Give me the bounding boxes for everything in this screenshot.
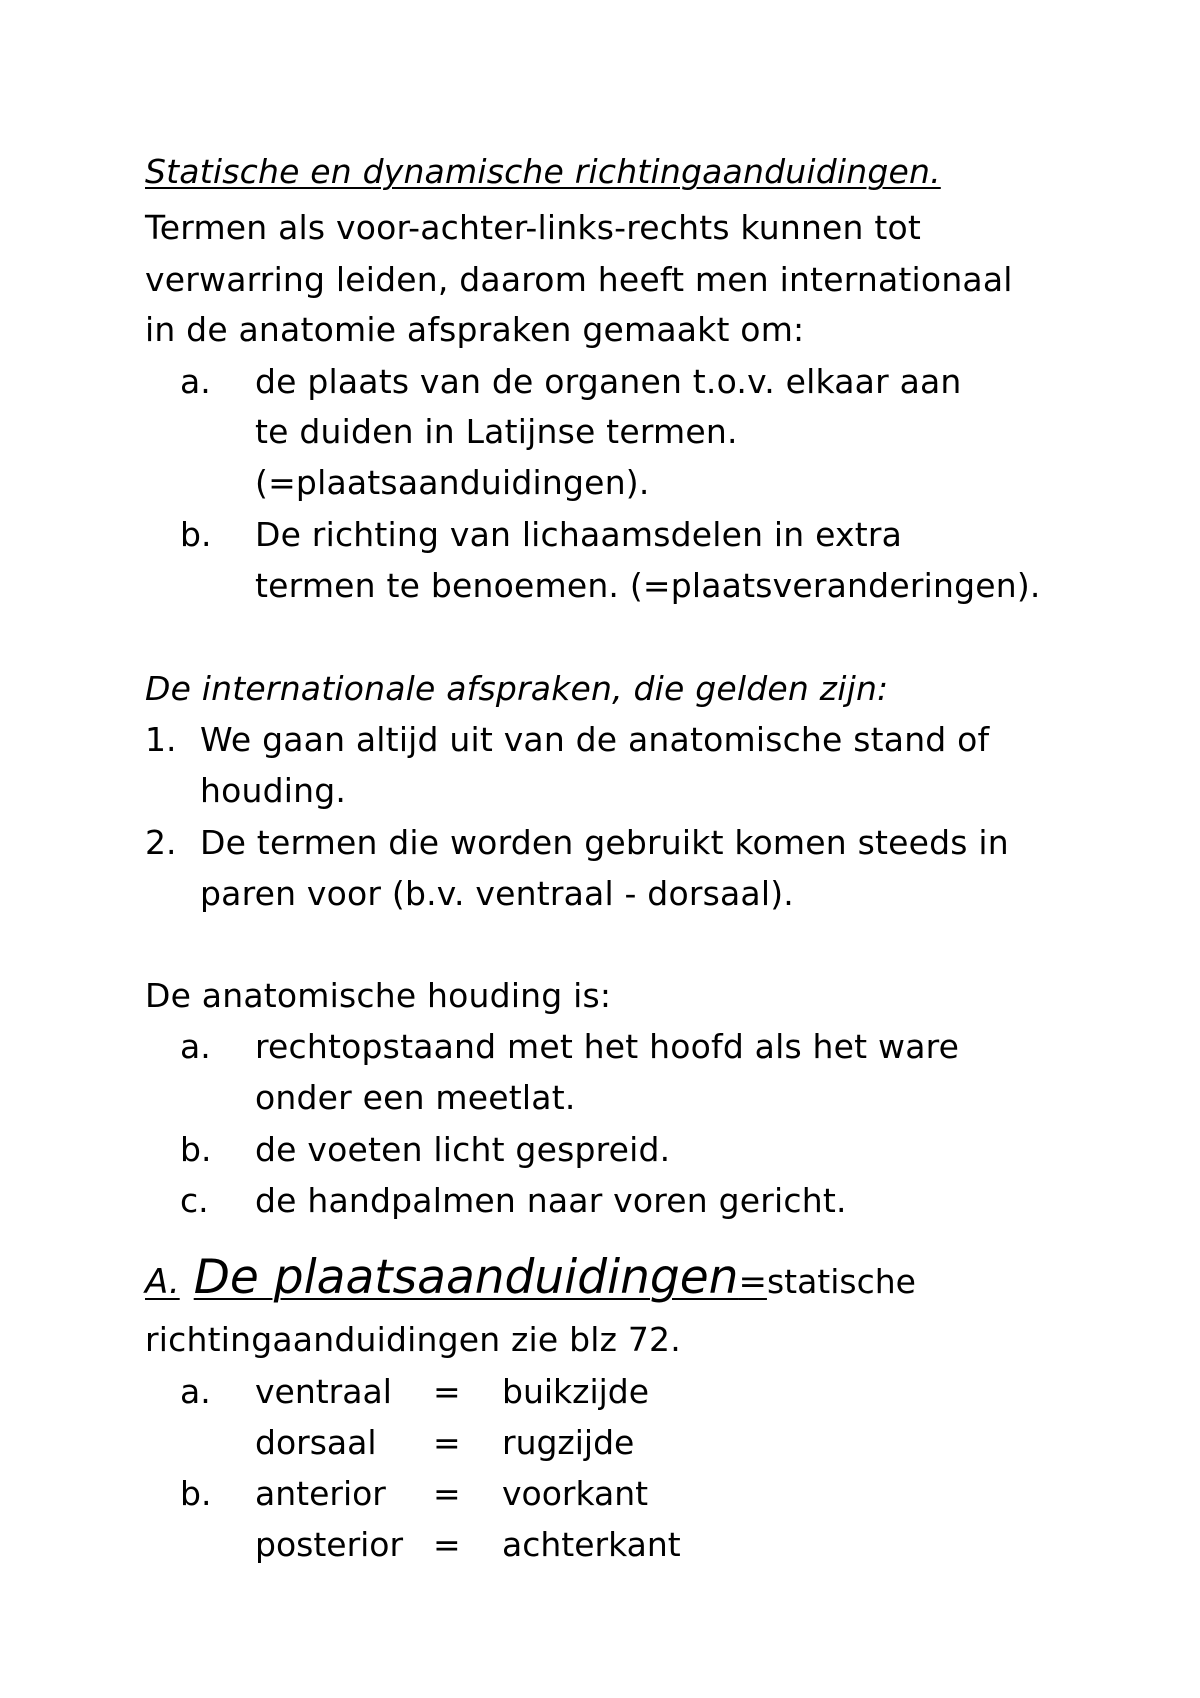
term-marker: a. — [180, 1372, 211, 1411]
rule-marker-2: 2. — [145, 823, 177, 862]
purpose-a-line-3: (=plaatsaanduidingen). — [255, 463, 650, 502]
purpose-marker-a: a. — [180, 362, 211, 401]
intro-line-3: in de anatomie afspraken gemaakt om: — [145, 310, 805, 349]
rule-1-line-2: houding. — [200, 771, 347, 810]
posture-marker-b: b. — [180, 1130, 212, 1169]
section-a-suffix: statische — [766, 1262, 916, 1301]
term-name: ventraal — [255, 1372, 392, 1411]
posture-b-line-1: de voeten licht gespreid. — [255, 1130, 671, 1169]
intro-line-2: verwarring leiden, daarom heeft men internationaal — [145, 260, 1013, 299]
term-definition: rugzijde — [502, 1423, 635, 1462]
term-definition: buikzijde — [502, 1372, 650, 1411]
term-marker: b. — [180, 1474, 212, 1513]
posture-c-line-1: de handpalmen naar voren gericht. — [255, 1181, 847, 1220]
intro-line-1: Termen als voor-achter-links-rechts kunnen tot — [145, 208, 922, 247]
term-name: posterior — [255, 1525, 404, 1564]
term-equals: = — [433, 1525, 461, 1564]
posture-a-line-2: onder een meetlat. — [255, 1078, 576, 1117]
section-a-letter: A. — [145, 1262, 180, 1302]
rule-1-line-1: We gaan altijd uit van de anatomische stand of — [200, 720, 990, 759]
purpose-marker-b: b. — [180, 515, 212, 554]
purpose-b-line-2: termen te benoemen. (=plaatsveranderingen). — [255, 566, 1041, 605]
posture-heading: De anatomische houding is: — [145, 976, 612, 1015]
section-a-equals: = — [738, 1262, 767, 1302]
section-a-title: De plaatsaanduidingen — [193, 1250, 739, 1305]
term-name: anterior — [255, 1474, 386, 1513]
posture-marker-a: a. — [180, 1027, 211, 1066]
term-definition: voorkant — [502, 1474, 649, 1513]
page-title: Statische en dynamische richtingaanduidingen. — [145, 152, 941, 191]
section-a-continuation: richtingaanduidingen zie blz 72. — [145, 1320, 681, 1359]
posture-marker-c: c. — [180, 1181, 209, 1220]
term-equals: = — [433, 1474, 461, 1513]
purpose-a-line-2: te duiden in Latijnse termen. — [255, 412, 738, 451]
section-a-heading — [145, 1248, 916, 1318]
term-equals: = — [433, 1423, 461, 1462]
rule-marker-1: 1. — [145, 720, 177, 759]
term-definition: achterkant — [502, 1525, 681, 1564]
term-equals: = — [433, 1372, 461, 1411]
posture-a-line-1: rechtopstaand met het hoofd als het ware — [255, 1027, 960, 1066]
rule-2-line-2: paren voor (b.v. ventraal - dorsaal). — [200, 874, 794, 913]
term-name: dorsaal — [255, 1423, 377, 1462]
international-heading: De internationale afspraken, die gelden zijn: — [145, 669, 889, 708]
rule-2-line-1: De termen die worden gebruikt komen steeds in — [200, 823, 1009, 862]
purpose-a-line-1: de plaats van de organen t.o.v. elkaar aan — [255, 362, 962, 401]
purpose-b-line-1: De richting van lichaamsdelen in extra — [255, 515, 903, 554]
